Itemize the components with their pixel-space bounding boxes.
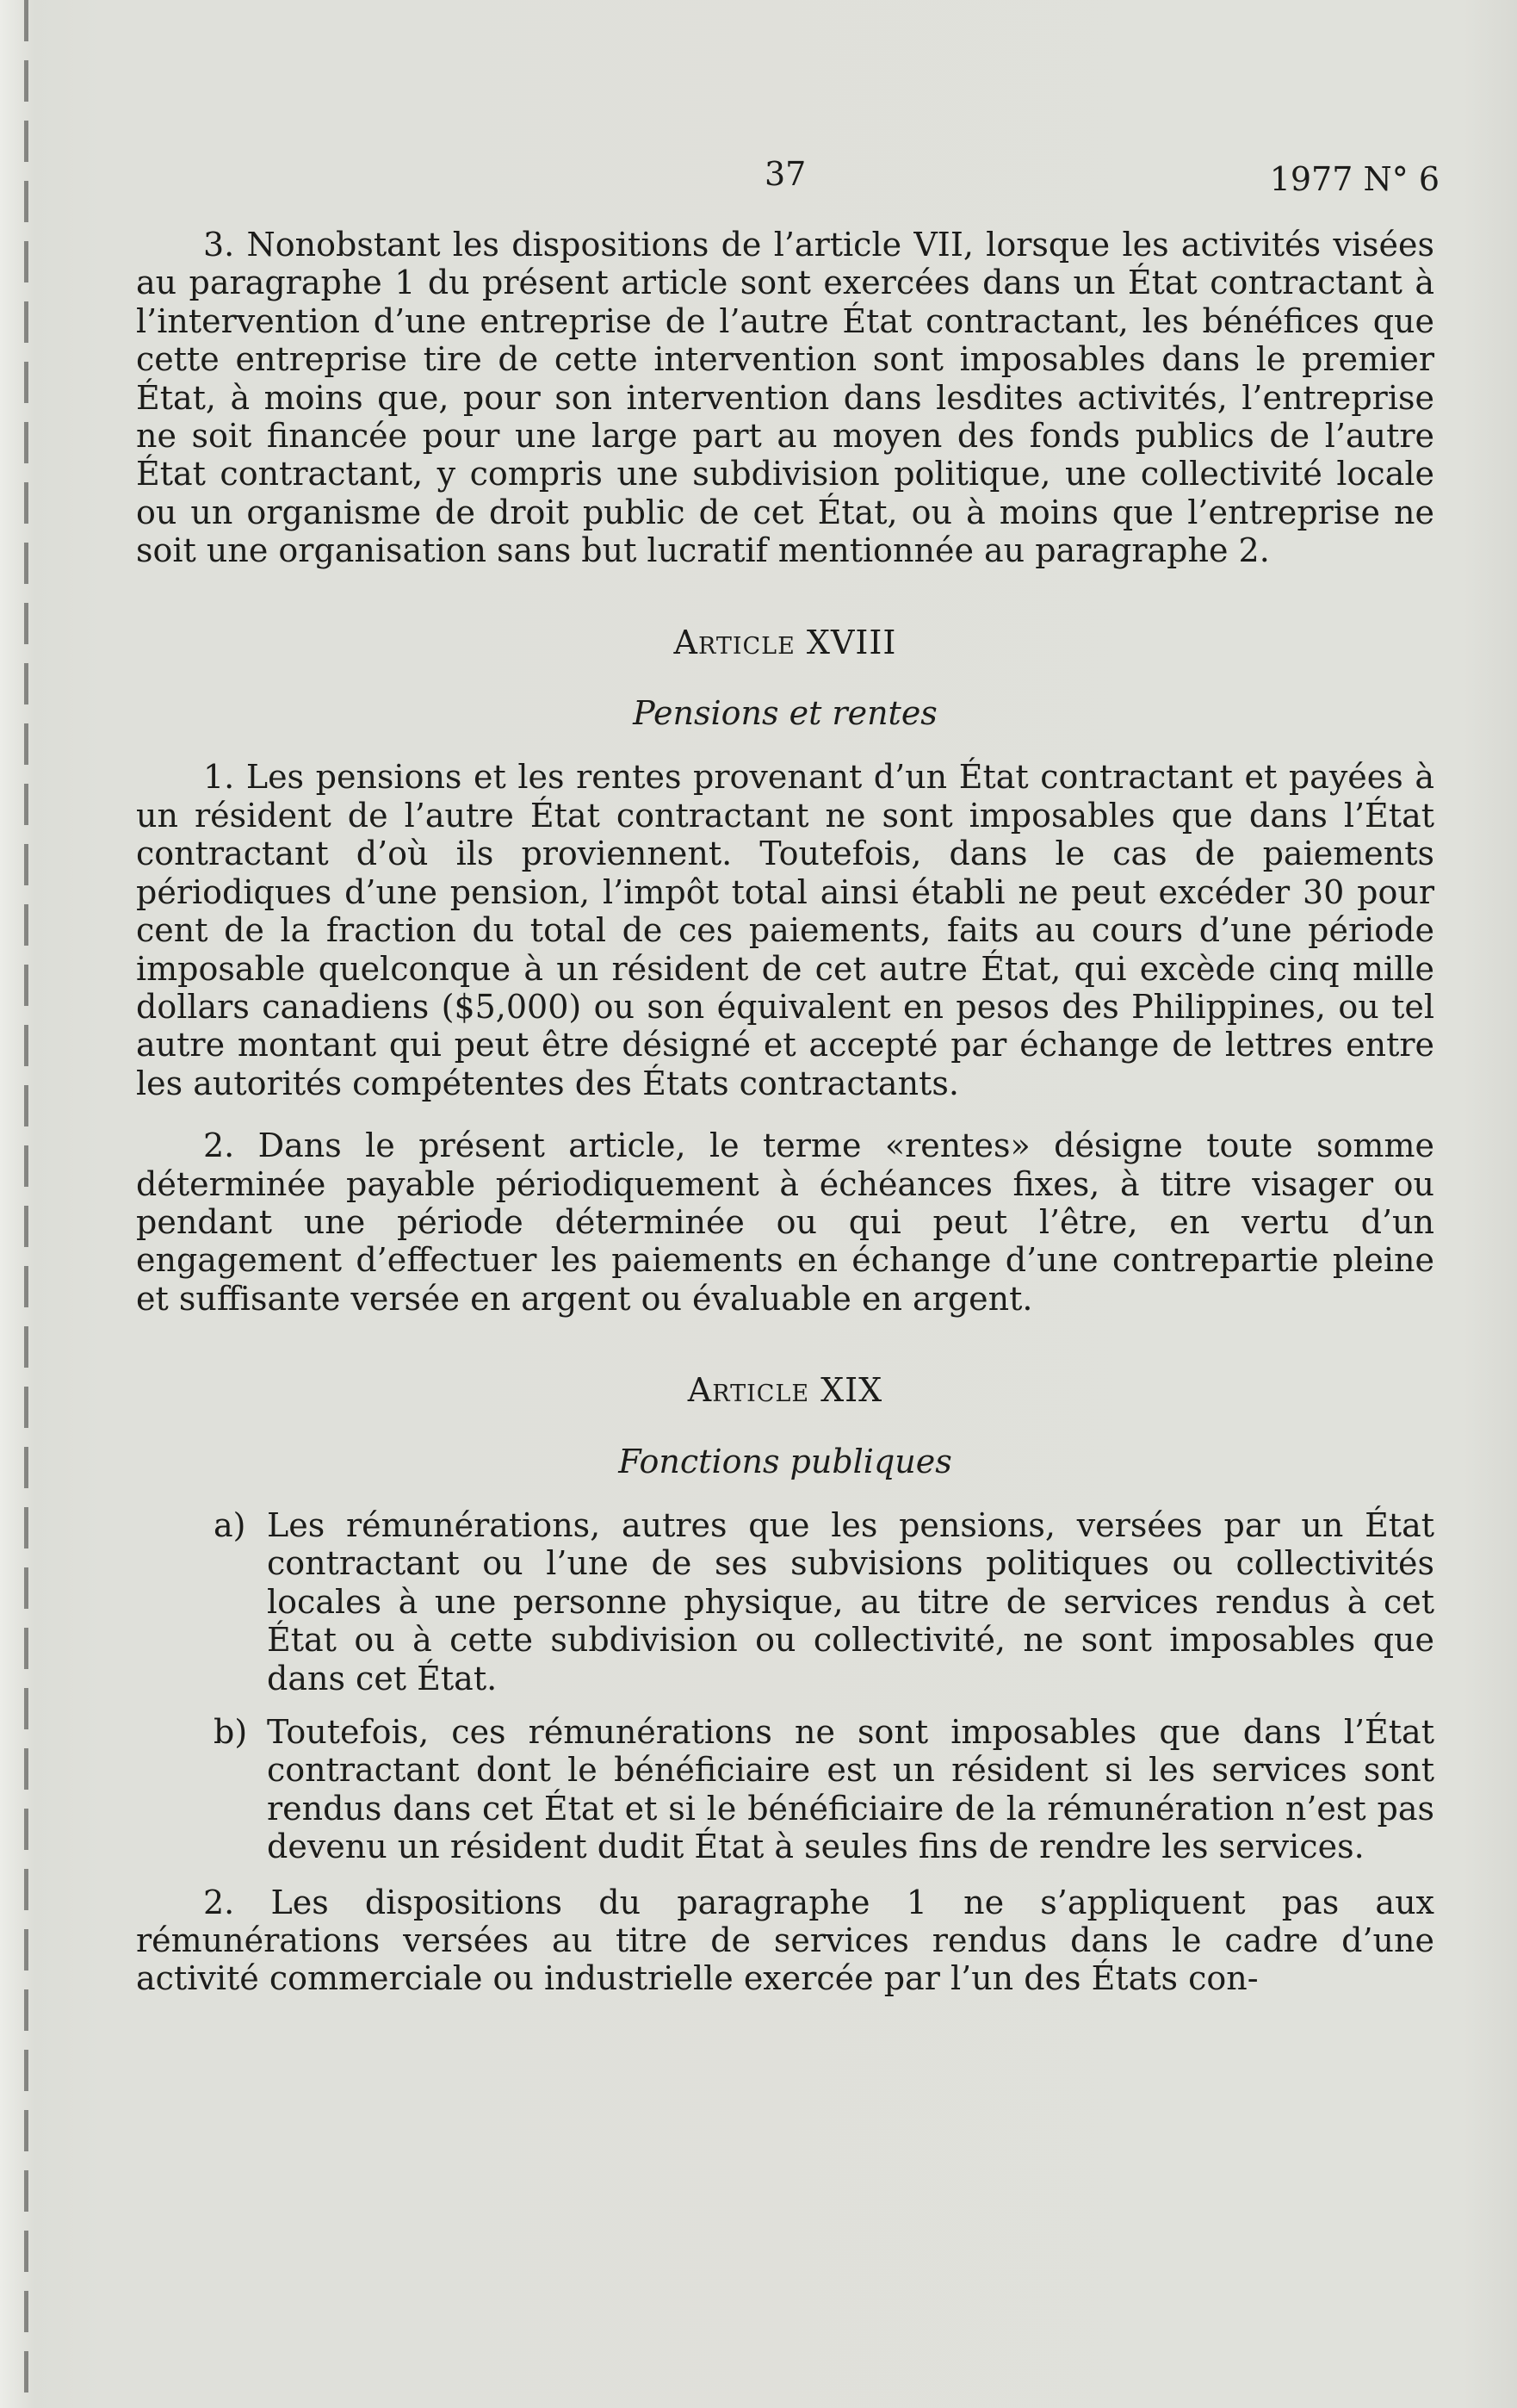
spacer	[136, 1102, 1434, 1126]
list-item-text: Les rémunérations, autres que les pensions, versées par un État contractant ou l’une de ses subvisions politiques ou collectivités locales à une personne physique, au titre de services rendus à cet État ou à cette subdivision ou collectivité, ne sont imposables que dans cet État.	[267, 1505, 1434, 1697]
document-reference: 1977 N° 6	[1269, 160, 1440, 198]
list-marker: b)	[214, 1713, 248, 1751]
article-18-title: Pensions et rentes	[633, 694, 938, 733]
page-header	[0, 155, 1517, 207]
list-marker: a)	[214, 1505, 246, 1544]
list-item-text: Toutefois, ces rémunérations ne sont imposables que dans l’État contractant dont le bénéficiaire est un résident si les services sont rendus dans cet État et si le bénéficiaire de la rémunération n’est pas devenu un résident dudit État à seules fins de rendre les services.	[267, 1713, 1434, 1866]
spacer	[136, 1697, 1434, 1713]
binding-edge	[24, 0, 28, 2408]
spacer	[136, 1866, 1434, 1884]
article-18-paragraph-1: 1. Les pensions et les rentes provenant d’un État contractant et payées à un résident de l’autre État contractant ne sont imposables que dans l’État contractant d’où ils proviennent. Toutefois, dans le cas de paiements périodiques d’une pension, l’impôt total ainsi établi ne peut excéder 30 pour cent de la fraction du total de ces paiements, faits au cours d’une période imposable quelconque à un résident de cet autre État, qui excède cinq mille dollars canadiens ($5,000) ou son équivalent en pesos des Philippines, ou tel autre montant qui peut être désigné et accepté par échange de lettres entre les autorités compétentes des États contractants.	[136, 758, 1434, 1102]
page-content	[136, 226, 1434, 1998]
article-18-paragraph-2: 2. Dans le présent article, le terme «rentes» désigne toute somme déterminée payable périodiquement à échéances fixes, à titre visager ou pendant une période déterminée ou qui peut l’être, en vertu d’un engagement d’effectuer les paiements en échange d’une contrepartie pleine et suffisante versée en argent ou évaluable en argent.	[136, 1126, 1434, 1318]
article-19-item-a	[214, 1506, 1434, 1697]
article-19-item-b	[214, 1713, 1434, 1866]
article-19-paragraph-2: 2. Les dispositions du paragraphe 1 ne s’appliquent pas aux rémunérations versées au titre de services rendus dans le cadre d’une activité commerciale ou industrielle exercée par l’un des États con-	[136, 1883, 1434, 1998]
article-18-heading: Article XVIII	[673, 623, 897, 661]
paragraph-3: 3. Nonobstant les dispositions de l’article VII, lorsque les activités visées au paragraphe 1 du présent article sont exercées dans un État contractant à l’intervention d’une entreprise de l’autre État contractant, les bénéfices que cette entreprise tire de cette intervention sont imposables dans le premier État, à moins que, pour son intervention dans lesdites activités, l’entreprise ne soit financée pour une large part au moyen des fonds publics de l’autre État contractant, y compris une subdivision politique, une collectivité locale ou un organisme de droit public de cet État, ou à moins que l’entreprise ne soit une organisation sans but lucratif mentionnée au paragraphe 2.	[136, 226, 1434, 570]
page-number: 37	[765, 155, 807, 193]
article-19-title: Fonctions publiques	[618, 1442, 952, 1480]
article-19-heading: Article XIX	[687, 1371, 883, 1410]
